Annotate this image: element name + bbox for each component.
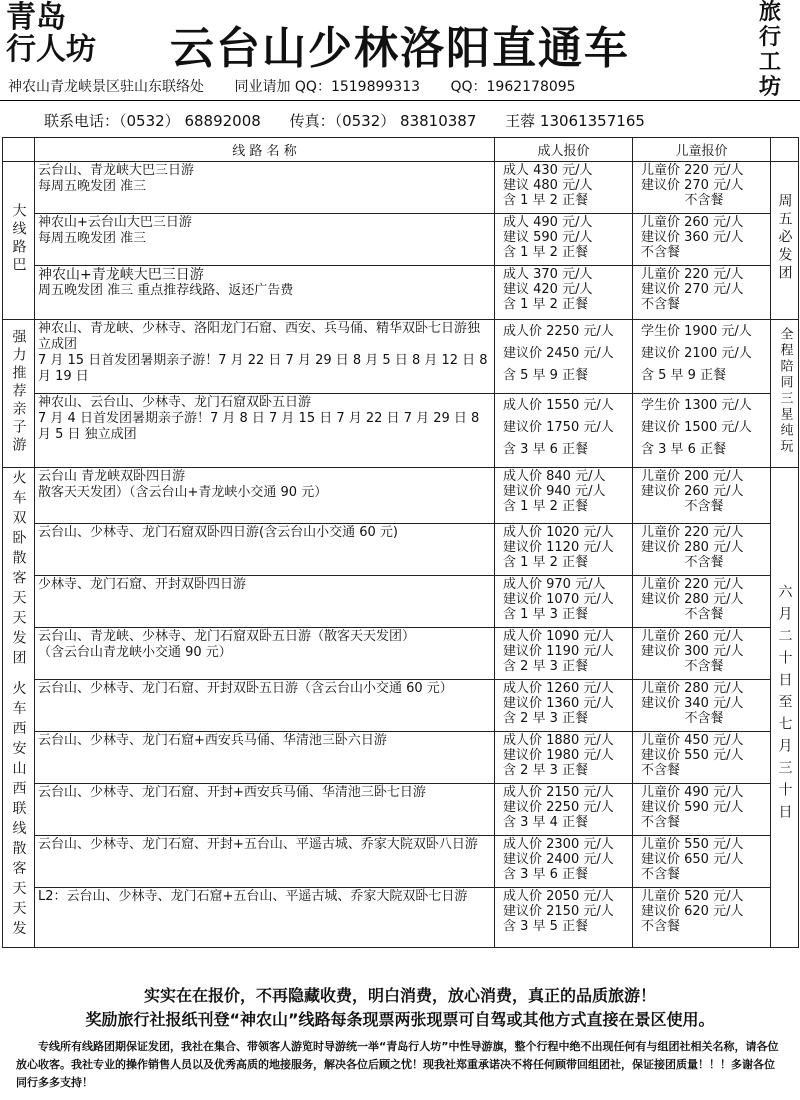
table-row (3, 468, 799, 524)
child-price-cell: 学生价 1900 元/人 建议价 2100 元/人 含 5 早 9 正餐 (633, 320, 771, 394)
adult-price-cell: 成人价 1020 元/人 建议价 1120 元/人 含 1 早 2 正餐 (495, 524, 633, 576)
child-price-cell: 学生价 1300 元/人 建议价 1500 元/人 含 3 早 6 正餐 (633, 394, 771, 468)
page-title: 云台山少林洛阳直通车 (170, 23, 630, 74)
adult-price-cell: 成人价 1880 元/人 建议价 1980 元/人 含 2 早 3 正餐 (495, 732, 633, 784)
route-name-cell: 云台山、青龙峡大巴三日游 每周五晚发团 准三 (35, 162, 495, 214)
contact-line (44, 110, 669, 131)
child-price-cell: 儿童价 280 元/人 建议价 340 元/人 不含餐 (633, 680, 771, 732)
contact-person: 王蓉 13061357165 (505, 112, 645, 130)
child-price-cell: 儿童价 220 元/人 建议价 280 元/人 不含餐 (633, 576, 771, 628)
route-name-cell: 神农山、青龙峡、少林寺、洛阳龙门石窟、西安、兵马俑、精华双卧七日游独立成团 7 月 15 日首发团暑期亲子游！7 月 22 日 7 月 29 日 8 月 5 日 8 月 12 日 8 月 19 日 (35, 320, 495, 394)
adult-price-cell: 成人价 2150 元/人 建议价 2250 元/人 含 3 早 4 正餐 (495, 784, 633, 836)
table-row (3, 784, 799, 836)
adult-price-cell: 成人价 2250 元/人 建议价 2450 元/人 含 5 早 9 正餐 (495, 320, 633, 394)
logo-right-char: 坊 (758, 74, 781, 100)
header-blank-right (771, 138, 799, 162)
child-price-cell: 儿童价 260 元/人 建议价 360 元/人 不含餐 (633, 214, 771, 266)
table-row (3, 320, 799, 394)
fax: 传真：（0532） 83810387 (289, 112, 477, 130)
logo-left (6, 2, 116, 66)
adult-price-cell: 成人价 2300 元/人 建议价 2400 元/人 含 3 早 6 正餐 (495, 836, 633, 888)
table-row (3, 836, 799, 888)
table-row (3, 680, 799, 732)
route-name-cell: 云台山、少林寺、龙门石窟、开封双卧五日游（含云台山小交通 60 元） (35, 680, 495, 732)
route-name-cell: 神农山+青龙峡大巴三日游 周五晚发团 准三 重点推荐线路、返还广告费 (35, 266, 495, 320)
route-name-cell: 云台山 青龙峡双卧四日游 散客天天发团）（含云台山+青龙峡小交通 90 元） (35, 468, 495, 524)
fine-print: 专线所有线路团期保证发团，我社在集合、带领客人游览时导游统一举“青岛行人坊”中性导游旗，整个行程中绝不出现任何有与组团社相关名称，请各位放心收客。我社专业的操作销售人员以及优秀高质的地接服务，解决各位后顾之忧！现我社郑重承诺决不将任何顾带回组团社，保证接团质量！！！多谢各位同行多多支持！ (16, 1040, 779, 1089)
routes-table (2, 137, 799, 948)
adult-price-cell: 成人价 840 元/人 建议价 940 元/人 含 1 早 2 正餐 (495, 468, 633, 524)
phone: 联系电话：（0532） 68892008 (44, 112, 261, 130)
logo-right-char: 工 (758, 49, 781, 75)
route-name-cell: 云台山、少林寺、龙门石窟、开封+西安兵马俑、华清池三卧七日游 (35, 784, 495, 836)
child-price-cell: 儿童价 220 元/人 建议价 280 元/人 不含餐 (633, 524, 771, 576)
table-row (3, 628, 799, 680)
route-name-cell: 神农山、云台山、少林寺、龙门石窟双卧五日游 7 月 4 日首发团暑期亲子游！7 月 8 日 7 月 15 日 7 月 22 日 7 月 29 日 8 月 5 日 独立成团 (35, 394, 495, 468)
child-price-cell: 儿童价 220 元/人 建议价 270 元/人 不含餐 (633, 162, 771, 214)
child-price-cell: 儿童价 490 元/人 建议价 590 元/人 不含餐 (633, 784, 771, 836)
adult-price-cell: 成人价 1260 元/人 建议价 1360 元/人 含 2 早 3 正餐 (495, 680, 633, 732)
route-name-cell: 云台山、少林寺、龙门石窟+西安兵马俑、华清池三卧六日游 (35, 732, 495, 784)
note-family: 全程陪同三星纯玩 (771, 320, 799, 468)
adult-price-cell: 成人价 1090 元/人 建议价 1190 元/人 含 2 早 3 正餐 (495, 628, 633, 680)
adult-price-cell: 成人 490 元/人 建议 590 元/人 含 1 早 2 正餐 (495, 214, 633, 266)
adult-price-cell: 成人价 1550 元/人 建议价 1750 元/人 含 3 早 6 正餐 (495, 394, 633, 468)
category-train: 火车双卧散客天天发团 火车西安山西联线散客天天发 (3, 468, 35, 948)
logo-left-line1: 青岛 (6, 0, 66, 35)
header-blank (3, 138, 35, 162)
col-adult-header: 成人报价 (495, 138, 633, 162)
child-price-cell: 儿童价 260 元/人 建议价 300 元/人 不含餐 (633, 628, 771, 680)
adult-price-cell: 成人 370 元/人 建议 420 元/人 含 1 早 2 正餐 (495, 266, 633, 320)
table-row (3, 576, 799, 628)
table-row (3, 214, 799, 266)
col-route-header: 线 路 名 称 (35, 138, 495, 162)
adult-price-cell: 成人 430 元/人 建议 480 元/人 含 1 早 2 正餐 (495, 162, 633, 214)
header (0, 0, 800, 140)
table-row (3, 162, 799, 214)
category-family: 强力推荐亲子游 (3, 320, 35, 468)
logo-right (746, 0, 794, 100)
slogan-secondary: 奖励旅行社报纸刊登“神农山”线路每条现票两张现票可自驾或其他方式直接在景区使用。 (85, 1010, 715, 1029)
col-child-header: 儿童报价 (633, 138, 771, 162)
table-row (3, 524, 799, 576)
divider (0, 100, 800, 101)
logo-right-char: 旅 (758, 0, 781, 25)
qq-peer: 同业请加 QQ：1519899313 (234, 79, 421, 95)
route-name-cell: 云台山、青龙峡、少林寺、龙门石窟双卧五日游（散客天天发团） （含云台山青龙峡小交通 90 元） (35, 628, 495, 680)
route-name-cell: L2：云台山、少林寺、龙门石窟+五台山、平遥古城、乔家大院双卧七日游 (35, 888, 495, 948)
table-row (3, 888, 799, 948)
route-name-cell: 云台山、少林寺、龙门石窟、开封+五台山、平遥古城、乔家大院双卧八日游 (35, 836, 495, 888)
child-price-cell: 儿童价 550 元/人 建议价 650 元/人 不含餐 (633, 836, 771, 888)
adult-price-cell: 成人价 2050 元/人 建议价 2150 元/人 含 3 早 5 正餐 (495, 888, 633, 948)
table-header-row (3, 138, 799, 162)
child-price-cell: 儿童价 450 元/人 建议价 550 元/人 不含餐 (633, 732, 771, 784)
table-row (3, 394, 799, 468)
slogan-primary: 实实在在报价，不再隐藏收费，明白消费，放心消费，真正的品质旅游！ (143, 986, 656, 1005)
logo-right-char: 行 (758, 24, 781, 50)
qq-second: QQ：1962178095 (450, 79, 576, 95)
route-name-cell: 神农山+云台山大巴三日游 每周五晚发团 准三 (35, 214, 495, 266)
route-name-cell: 云台山、少林寺、龙门石窟双卧四日游(含云台山小交通 60 元) (35, 524, 495, 576)
category-bus: 大线路巴 (3, 162, 35, 320)
route-name-cell: 少林寺、龙门石窟、开封双卧四日游 (35, 576, 495, 628)
table-row (3, 732, 799, 784)
table-row (3, 266, 799, 320)
child-price-cell: 儿童价 520 元/人 建议价 620 元/人 不含餐 (633, 888, 771, 948)
office-line (8, 76, 602, 96)
adult-price-cell: 成人价 970 元/人 建议价 1070 元/人 含 1 早 3 正餐 (495, 576, 633, 628)
logo-left-line2: 行人坊 (6, 32, 96, 67)
child-price-cell: 儿童价 220 元/人 建议价 270 元/人 不含餐 (633, 266, 771, 320)
child-price-cell: 儿童价 200 元/人 建议价 260 元/人 不含餐 (633, 468, 771, 524)
note-train: 六月二十日至七月三十日 (771, 468, 799, 948)
note-bus: 周五必发团 (771, 162, 799, 320)
footer (0, 984, 800, 1092)
office-name: 神农山青龙峡景区驻山东联络处 (8, 79, 204, 95)
